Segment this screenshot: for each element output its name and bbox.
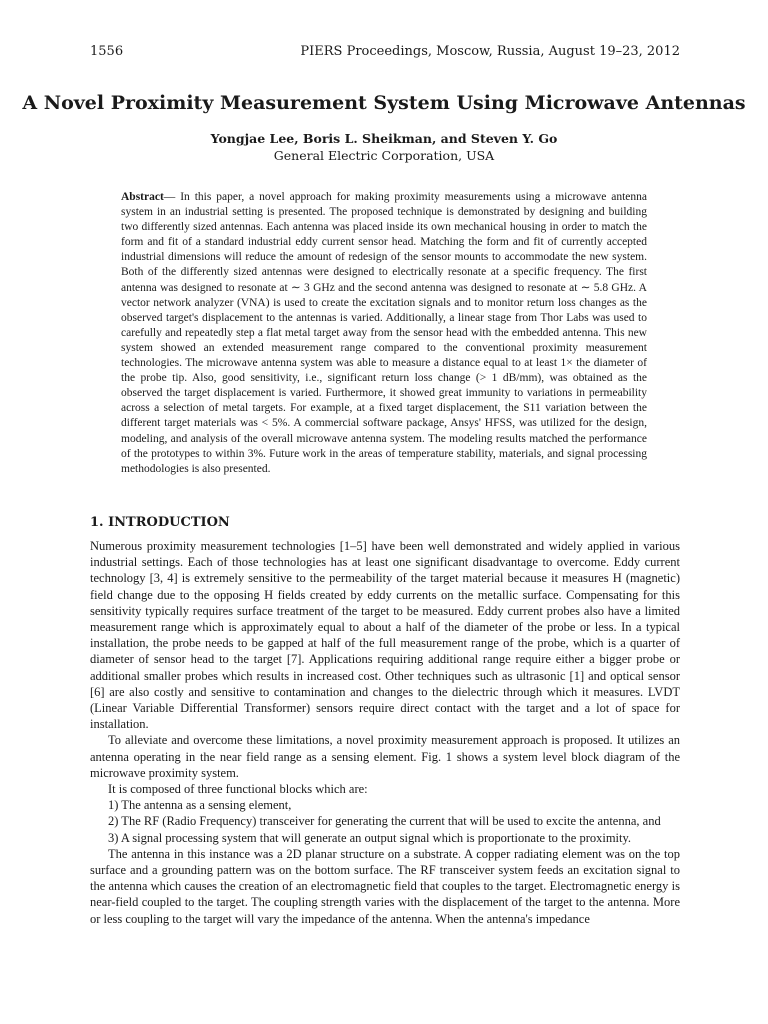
abstract	[121, 190, 647, 477]
paragraph: It is composed of three functional blocks which are:	[108, 782, 368, 797]
abstract-text: — In this paper, a novel approach for making proximity measurements using a microwave antenna system in an industrial setting is presented. The proposed technique is demonstrated by designing and building two differently sized antennas. Each antenna was placed inside its own mechanical housing in order to match the form and fit of a standard industrial eddy current sensor head. Matching the form and fit of currently accepted industrial dimensions will reduce the amount of redesign of the sensor mounts to accommodate the new system. Both of the differently sized antennas were designed to electrically resonate at a specific frequency. The first antenna was designed to resonate at ∼ 3 GHz and the second antenna was designed to resonate at ∼ 5.8 GHz. A vector network analyzer (VNA) is used to create the excitation signals and to monitor return loss changes as the observed target's displacement to the antennas is varied. Additionally, a linear stage from Thor Labs was used to carefully and repeatedly step a flat metal target away from the sensor head with the embedded antenna. This new system showed an extended measurement range compared to the conventional proximity measurement technologies. The microwave antenna system was able to measure a distance equal to at least 1× the diameter of the probe tip. Also, good sensitivity, i.e., significant return loss change (> 1 dB/mm), was obtained as the observed the target displacement is varied. Furthermore, it showed great immunity to variations in permeability across a selection of metal targets. For example, at a fixed target displacement, the S11 variation between the different target materials was < 5%. A commercial software package, Ansys' HFSS, was utilized for the design, modeling, and analysis of the overall microwave antenna system. The modeling results matched the performance of the prototypes to within 3%. Future work in the areas of temperature stability, materials, and signal processing methodologies is also presented.	[121, 191, 647, 475]
proceedings-info: PIERS Proceedings, Moscow, Russia, August 19–23, 2012	[300, 44, 680, 59]
paragraph: 1) The antenna as a sensing element,	[108, 798, 292, 813]
abstract-label: Abstract	[121, 191, 164, 203]
paragraph: Numerous proximity measurement technologies [1–5] have been well demonstrated and widely applied in various industrial settings. Each of those technologies has at least one significant disadvantage to overcome. Eddy current technology [3, 4] is extremely sensitive to the permeability of the target material because it measures H (magnetic) field change due to the opposing H fields created by eddy currents on the metallic surface. Compensating for this sensitivity typically requires surface treatment of the target to be measured. Eddy current probes also have a limited measurement range which is approximately equal to about a half of the diameter of the probe or less. In a typical installation, the probe needs to be gapped at half of the full measurement range of the probe, which is a quarter of diameter of sensor head to the target [7]. Applications requiring additional range require either a bigger probe or additional smaller probes which results in increased cost. Other techniques such as ultrasonic [1] and optical sensor [6] are also costly and sensitive to contamination and changes to the dielectric through which it measures. LVDT (Linear Variable Differential Transformer) sensors require direct contact with the target and a lot of space for installation.	[90, 539, 680, 732]
paragraph: 3) A signal processing system that will generate an output signal which is proportionate to the proximity.	[108, 830, 632, 845]
paragraph: The antenna in this instance was a 2D planar structure on a substrate. A copper radiating element was on the top surface and a grounding pattern was on the bottom surface. The RF transceiver system feeds an excitation signal to the antenna which causes the creation of an electromagnetic field that couples to the target. Electromagnetic energy is near-field coupled to the target. The coupling strength varies with the displacement of the target to the antenna. More or less coupling to the target will vary the impedance of the antenna. When the antenna's impedance	[90, 846, 680, 926]
affiliation: General Electric Corporation, USA	[273, 148, 495, 163]
paragraph: 2) The RF (Radio Frequency) transceiver for generating the current that will be used to excite the antenna, and	[108, 814, 661, 829]
page-number: 1556	[90, 44, 124, 59]
paragraph: To alleviate and overcome these limitations, a novel proximity measurement approach is proposed. It utilizes an antenna operating in the near field range as a sensing element. Fig. 1 shows a system level block diagram of the microwave proximity system.	[90, 733, 680, 780]
introduction-body	[90, 538, 680, 927]
paper-title: A Novel Proximity Measurement System Using Microwave Antennas	[22, 92, 746, 114]
section-heading: 1. INTRODUCTION	[90, 515, 230, 530]
running-header	[90, 44, 680, 59]
author-list: Yongjae Lee, Boris L. Sheikman, and Steven Y. Go	[210, 131, 558, 146]
